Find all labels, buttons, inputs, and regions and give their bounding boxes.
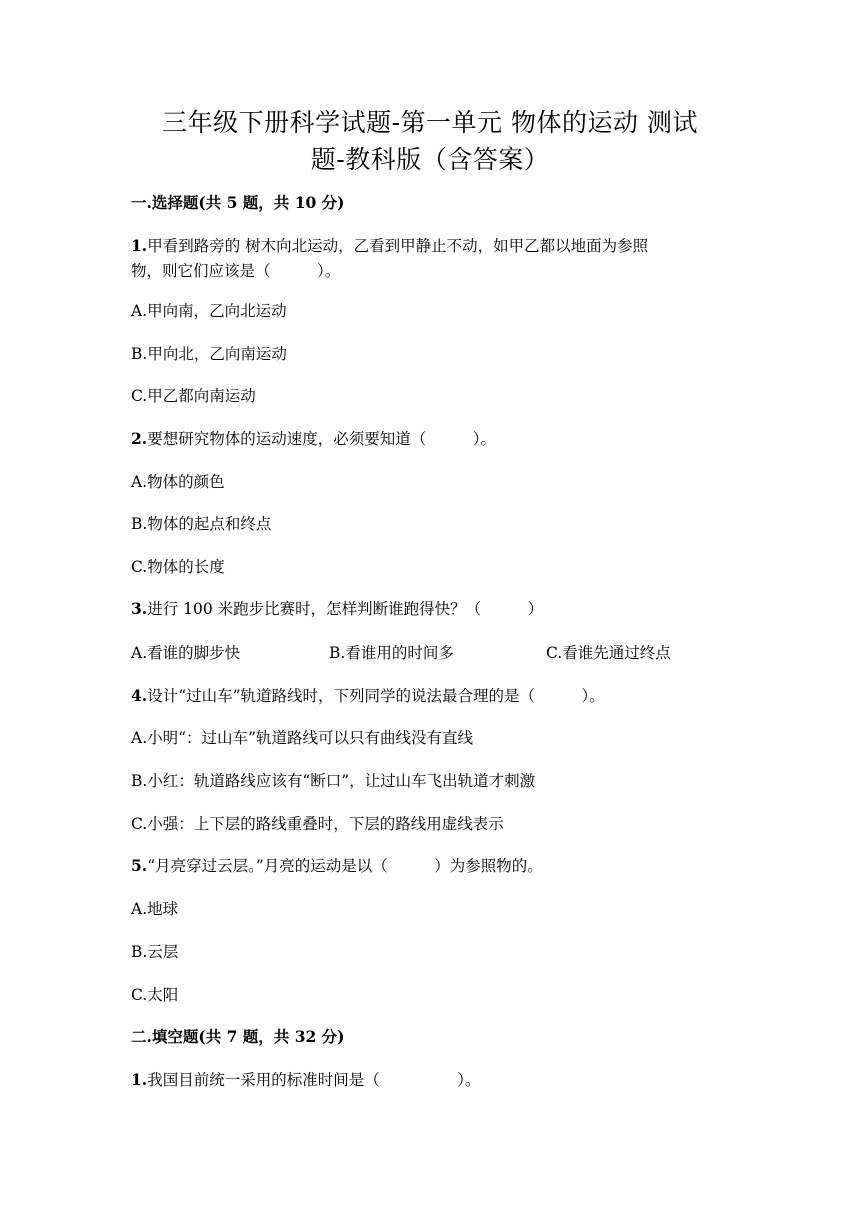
option-b: B.甲向北，乙向南运动 [131,345,287,363]
question-number: 2. [131,429,148,448]
question-number: 5. [131,856,148,875]
option-b: B.云层 [131,943,179,961]
option-b: B.小红：轨道路线应该有“断口”，让过山车飞出轨道才刺激 [131,772,536,790]
section-heading-choice: 一.选择题(共 5 题，共 10 分) [131,193,345,212]
option-b: B.物体的起点和终点 [131,515,272,533]
option-b: B.看谁用的时间多 [329,644,454,662]
option-c: C.太阳 [131,986,179,1004]
question-number: 4. [131,686,148,705]
option-c: C.小强：上下层的路线重叠时，下层的路线用虚线表示 [131,815,504,833]
question-number: 1. [131,1070,148,1089]
question-number: 3. [131,599,148,618]
option-a: A.甲向南，乙向北运动 [131,302,287,320]
option-c: C.看谁先通过终点 [546,644,671,662]
question-number: 1. [131,236,148,255]
question-5 [131,855,543,877]
option-a: A.物体的颜色 [131,473,225,491]
question-1-continued: 物，则它们应该是（ ）。 [131,262,341,280]
page-title-line-1: 三年级下册科学试题-第一单元 物体的运动 测试 [162,108,698,137]
section-heading-fill-in: 二.填空题(共 7 题，共 32 分) [131,1027,345,1046]
question-text: “月亮穿过云层。”月亮的运动是以（ ）为参照物的。 [147,857,543,875]
question-4 [131,685,605,707]
question-text: 甲看到路旁的 树木向北运动，乙看到甲静止不动，如甲乙都以地面为参照 [147,237,649,255]
question-text: 我国目前统一采用的标准时间是（ ）。 [147,1071,481,1089]
question-text: 进行 100 米跑步比赛时，怎样判断谁跑得快？（ ） [147,600,544,618]
fill-question-1 [131,1069,480,1091]
option-c: C.甲乙都向南运动 [131,387,256,405]
page-title-line-2: 题-教科版（含答案） [310,145,550,174]
question-3 [131,598,543,620]
question-1 [131,235,648,257]
option-a: A.地球 [131,900,179,918]
option-a: A.看谁的脚步快 [131,644,241,662]
question-text: 要想研究物体的运动速度，必须要知道（ ）。 [147,430,496,448]
question-text: 设计“过山车”轨道路线时，下列同学的说法最合理的是（ ）。 [147,687,605,705]
option-a: A.小明“：过山车”轨道路线可以只有曲线没有直线 [131,729,473,747]
question-2 [131,428,496,450]
option-c: C.物体的长度 [131,558,225,576]
